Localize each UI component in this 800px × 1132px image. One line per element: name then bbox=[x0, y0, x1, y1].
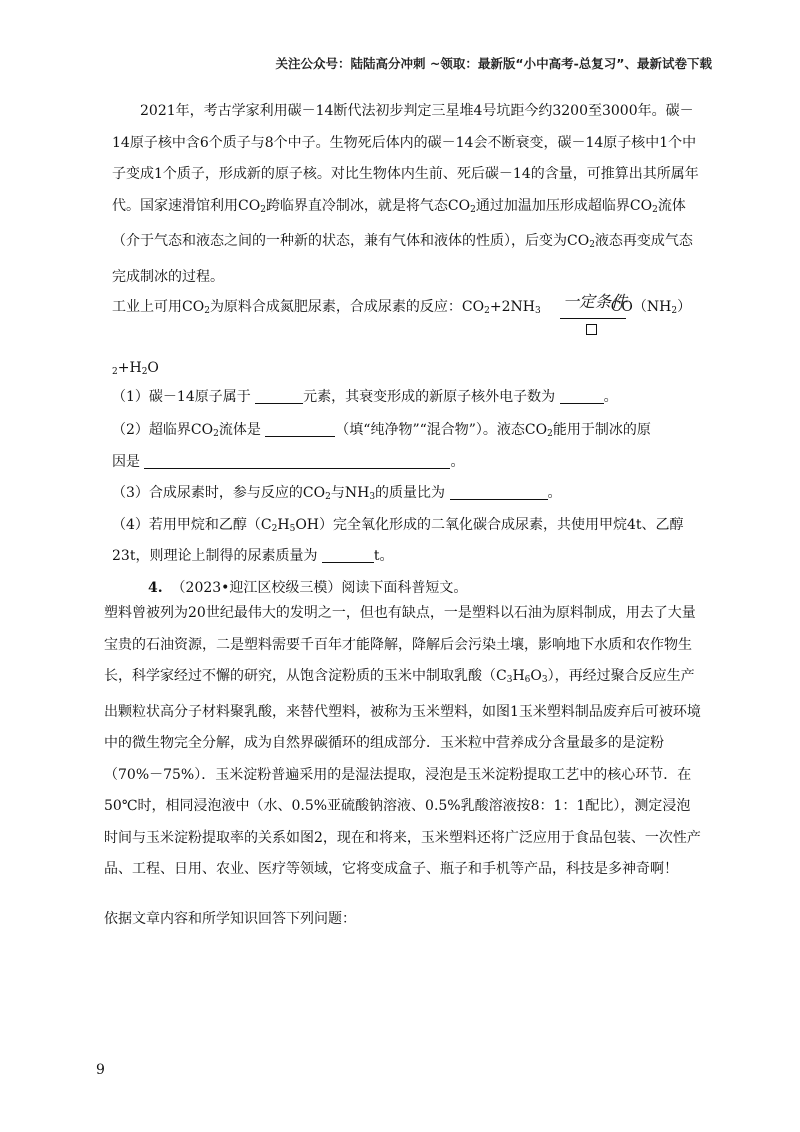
answer-blank[interactable] bbox=[560, 389, 604, 404]
page-number: 9 bbox=[96, 1062, 105, 1078]
problem-number: 4. bbox=[148, 580, 163, 596]
reaction-condition: 一定条件 bbox=[563, 292, 628, 311]
answer-blank[interactable] bbox=[144, 454, 450, 469]
urea-reaction-tail: $_2+H_2O$ bbox=[112, 360, 159, 377]
question-2-line2: 因是 。 bbox=[112, 454, 465, 470]
answer-blank[interactable] bbox=[322, 548, 374, 563]
question-4: （4）若用甲烷和乙醇$(C_2H_5OH)$完全氧化形成的二氧化碳合成尿素，共使用甲烷4t、乙醇 bbox=[112, 517, 684, 534]
reaction-arrow-line bbox=[560, 318, 626, 319]
instruction-text: 依据文章内容和所学知识回答下列问题： bbox=[104, 911, 356, 927]
intro-paragraph: 2021年，考古学家利用碳－14断代法初步判定三星堆4号坑距今约3200至3000年。碳－14原子核中含6个质子与8个中子。生物死后体内的碳－14会不断衰变，碳－14原子核中1个中子变成1个质子，形成新的原子核。对比生物体内生前、死后碳－14的含量，可推算出其所属年代。国家速滑馆利用$CO_2$跨临界直冷制冰，就是将气态$CO_2$通过加温加压形成超临界$CO_2$流体（介于气态和液态之间的一种新的状态，兼有气体和液体的性质），后变为$CO_2$液态再变成气态完成制冰的过程。 bbox=[112, 103, 699, 285]
question-2: （2）超临界$CO_2$流体是 （填“纯净物”“混合物”）。液态$CO_2$能用于制冰的原 bbox=[112, 422, 651, 439]
question-4-line2: 23t，则理论上制得的尿素质量为 t。 bbox=[112, 548, 394, 564]
answer-blank[interactable] bbox=[255, 389, 303, 404]
question-1: （1）碳－14原子属于 元素，其衰变形成的新原子核外电子数为 。 bbox=[112, 389, 618, 405]
problem-4-heading: 4. （2023•迎江区校级三模）阅读下面科普短文。 bbox=[148, 580, 468, 596]
page-header: 关注公众号：陆陆高分冲刺 ~领取：最新版“小中高考-总复习”、最新试卷下载 bbox=[275, 56, 712, 71]
science-article: 塑料曾被列为20世纪最伟大的发明之一，但也有缺点，一是塑料以石油为原料制成，用去了大量宝贵的石油资源，二是塑料需要千百年才能降解，降解后会污染土壤，影响地下水质和农作物生长，科学家经过不懈的研究，从饱含淀粉质的玉米中制取乳酸$(C_3H_6O_3)$，再经过聚合反应生产出颗粒状高分子材料聚乳酸，来替代塑料，被称为玉米塑料，如图1玉米塑料制品废弃后可被环境中的微生物完全分解，成为自然界碳循环的组成部分．玉米粒中营养成分含量最多的是淀粉（70%－75%）．玉米淀粉普遍采用的是湿法提取，浸泡是玉米淀粉提取工艺中的核心环节．在50℃时，相同浸泡液中（水、0.5%亚硫酸钠溶液、0.5%乳酸溶液按8：1：1配比），测定浸泡时间与玉米淀粉提取率的关系如图2，现在和将来，玉米塑料还将广泛应用于食品包装、一次性产品、工程、日用、农业、医疗等领域，它将变成盒子、瓶子和手机等产品，科技是多神奇啊！ bbox=[104, 605, 701, 877]
answer-blank[interactable] bbox=[265, 422, 335, 437]
answer-blank[interactable] bbox=[450, 485, 548, 500]
urea-reaction-line: 工业上可用$CO_2$为原料合成氮肥尿素，合成尿素的反应：$CO_2+2NH_3$ $CO(NH_2)$ bbox=[112, 299, 692, 316]
reaction-placeholder-box bbox=[586, 324, 597, 335]
question-3: （3）合成尿素时，参与反应的$CO_2$与$NH_3$的质量比为 。 bbox=[112, 485, 562, 502]
